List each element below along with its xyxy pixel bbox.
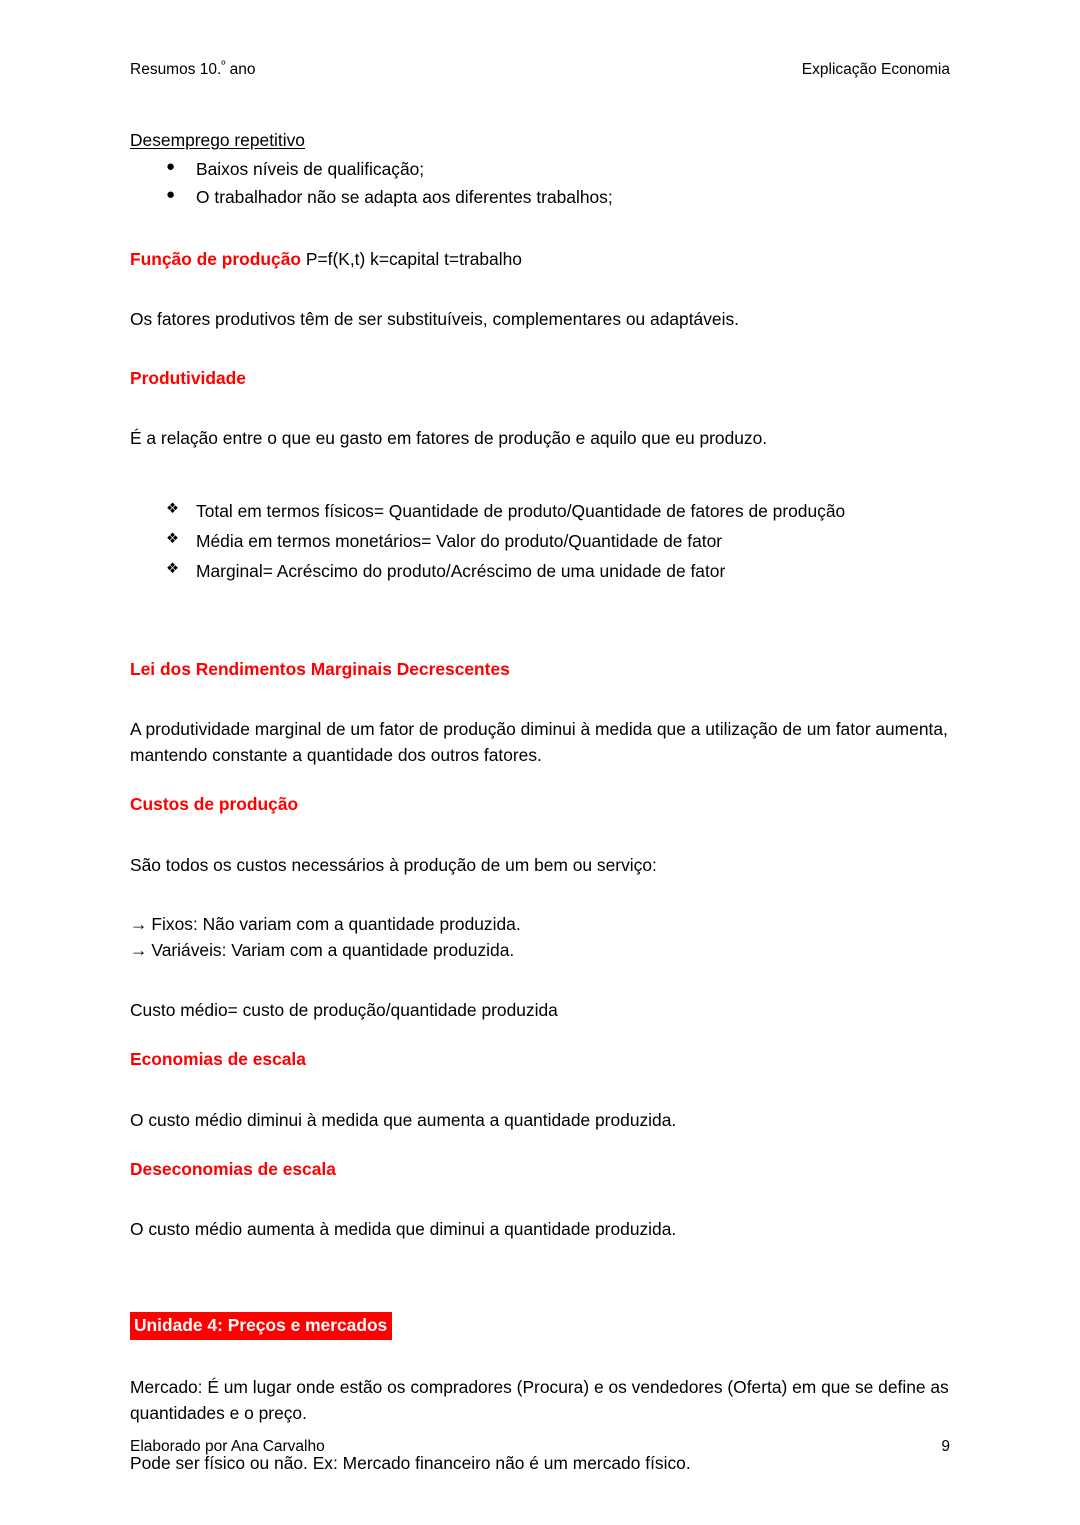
spacer	[130, 1242, 952, 1288]
spacer	[130, 1182, 952, 1216]
section-funcao-producao	[130, 246, 952, 272]
diamond-bullet-icon: ❖	[166, 501, 179, 518]
paragraph-lei-rendimentos: A produtividade marginal de um fator de produção diminui à medida que a utilização de um fator aumenta, mantendo constante a quantidade dos outros fatores.	[130, 719, 948, 766]
list-item-label: Média em termos monetários= Valor do produto/Quantidade de fator	[196, 531, 723, 552]
paragraph-produtividade: É a relação entre o que eu gasto em fatores de produção e aquilo que eu produzo.	[130, 428, 768, 449]
arrow-line-label: Variáveis: Variam com a quantidade produzida.	[151, 939, 515, 960]
spacer	[130, 633, 952, 657]
heading-produtividade: Produtividade	[130, 367, 246, 388]
list-item-label: Baixos níveis de qualificação;	[196, 159, 425, 180]
desemprego-bullet-list	[130, 155, 952, 211]
list-item	[130, 155, 952, 183]
spacer	[130, 1073, 952, 1107]
funcao-producao-line	[130, 246, 952, 272]
spacer	[130, 1288, 952, 1312]
paragraph-economias-de-escala: O custo médio diminui à medida que aumenta a quantidade produzida.	[130, 1109, 677, 1130]
paragraph-custo-medio: Custo médio= custo de produção/quantidade produzida	[130, 1000, 558, 1021]
spacer	[130, 1023, 952, 1047]
spacer	[130, 818, 952, 852]
heading-deseconomias-de-escala: Deseconomias de escala	[130, 1158, 336, 1179]
list-item	[130, 557, 952, 587]
spacer	[130, 768, 952, 792]
paragraph-custos-de-producao: São todos os custos necessários à produção de um bem ou serviço:	[130, 854, 657, 875]
spacer	[130, 391, 952, 425]
heading-unidade-4: Unidade 4: Preços e mercados	[130, 1312, 392, 1340]
paragraph-deseconomias-de-escala: O custo médio aumenta à medida que diminui a quantidade produzida.	[130, 1218, 677, 1239]
arrow-right-icon: →	[130, 939, 148, 960]
custos-arrow-lines	[130, 912, 952, 964]
list-item-label: O trabalhador não se adapta aos diferentes trabalhos;	[196, 187, 613, 208]
subtitle-desemprego-repetitivo: Desemprego repetitivo	[130, 130, 305, 150]
spacer	[130, 332, 952, 366]
diamond-bullet-icon: ❖	[166, 531, 179, 548]
spacer	[130, 451, 952, 497]
arrow-right-icon: →	[130, 913, 148, 934]
document-body	[130, 128, 952, 1476]
spacer	[130, 587, 952, 633]
arrow-line-variaveis	[130, 938, 952, 964]
paragraph-mercado-fisico: Pode ser físico ou não. Ex: Mercado financeiro não é um mercado físico.	[130, 1453, 691, 1474]
spacer	[130, 212, 952, 246]
spacer	[130, 1340, 952, 1374]
list-item-label: Total em termos físicos= Quantidade de produto/Quantidade de fatores de produção	[196, 501, 846, 522]
funcao-producao-formula: P=f(K,t) k=capital t=trabalho	[301, 248, 522, 269]
spacer	[130, 963, 952, 997]
heading-custos-de-producao: Custos de produção	[130, 794, 299, 815]
running-footer	[130, 1437, 950, 1458]
running-header	[130, 60, 950, 81]
header-course-prefix: Resumos 10.	[130, 61, 222, 78]
produtividade-diamond-list	[130, 497, 952, 587]
list-item	[130, 497, 952, 527]
list-item	[130, 527, 952, 557]
funcao-producao-lead: Função de produção	[130, 248, 302, 269]
list-item	[130, 183, 952, 211]
section-desemprego-repetitivo	[130, 128, 952, 212]
arrow-line-label: Fixos: Não variam com a quantidade produzida.	[151, 913, 521, 934]
heading-lei-rendimentos-marginais: Lei dos Rendimentos Marginais Decrescentes	[130, 658, 510, 679]
spacer	[130, 878, 952, 912]
spacer	[130, 272, 952, 306]
paragraph-fatores-produtivos: Os fatores produtivos têm de ser substituíveis, complementares ou adaptáveis.	[130, 308, 739, 329]
list-item-label: Marginal= Acréscimo do produto/Acréscimo de uma unidade de fator	[196, 561, 726, 582]
spacer	[130, 682, 952, 716]
arrow-line-fixos	[130, 912, 952, 938]
paragraph-mercado-definicao: Mercado: É um lugar onde estão os compradores (Procura) e os vendedores (Oferta) em que se define as quantidades e o preço.	[130, 1377, 949, 1424]
header-ordinal-mark: º	[221, 58, 226, 71]
header-left-text	[130, 60, 256, 81]
disc-bullet-icon: ●	[166, 158, 176, 176]
footer-page-number: 9	[941, 1438, 950, 1455]
header-course-suffix: ano	[225, 61, 256, 78]
footer-author: Elaborado por Ana Carvalho	[130, 1438, 325, 1455]
disc-bullet-icon: ●	[166, 186, 176, 204]
header-right-text: Explicação Economia	[801, 61, 950, 78]
heading-economias-de-escala: Economias de escala	[130, 1049, 306, 1070]
diamond-bullet-icon: ❖	[166, 561, 179, 578]
unit-banner-wrapper	[130, 1312, 952, 1340]
spacer	[130, 1133, 952, 1157]
